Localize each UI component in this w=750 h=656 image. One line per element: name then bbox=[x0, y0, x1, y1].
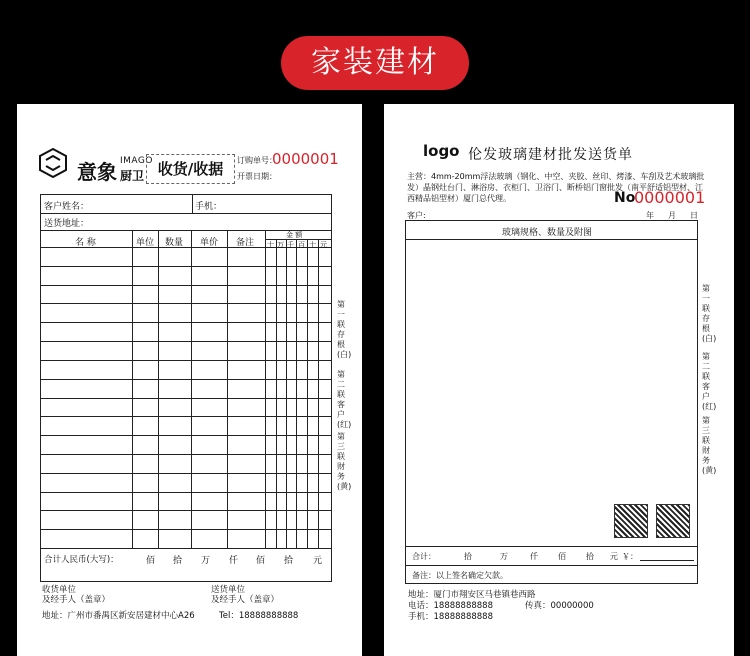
date-month: 月 bbox=[668, 211, 676, 220]
table-row-line bbox=[41, 473, 331, 474]
customer-name-label: 客户姓名： bbox=[44, 202, 90, 212]
receipt-table bbox=[40, 194, 332, 582]
amount-unit: 十 bbox=[309, 241, 316, 249]
table-row-line bbox=[41, 492, 331, 493]
sender-signature-label: 送货单位 及经手人（盖章） bbox=[211, 585, 280, 605]
total-unit: 佰 bbox=[146, 556, 156, 566]
table-row-line bbox=[41, 510, 331, 511]
total-unit: 万 bbox=[500, 552, 508, 561]
table-row-line bbox=[41, 416, 331, 417]
table-row-line bbox=[41, 322, 331, 323]
copy-note-2: 第二联客户(红) bbox=[337, 370, 352, 429]
receipt-sheet-left bbox=[17, 104, 362, 656]
phone-label: 手机： bbox=[195, 202, 223, 212]
delivery-address-label: 送货地址： bbox=[44, 219, 90, 229]
col-price: 单价 bbox=[200, 238, 219, 248]
brand-name: 意象 bbox=[77, 160, 117, 184]
remark: 备注：以上签名确定欠款。 bbox=[412, 571, 508, 580]
receiver-signature-label: 收货单位 及经手人（盖章） bbox=[42, 585, 111, 605]
table-row-line bbox=[41, 435, 331, 436]
total-label: 合计人民币(大写)： bbox=[44, 555, 119, 565]
brand-logo-icon bbox=[39, 148, 67, 178]
table-row-line bbox=[41, 379, 331, 380]
total-unit: 元 bbox=[610, 552, 618, 561]
delivery-sheet-right bbox=[384, 104, 734, 656]
main-business: 主营：4mm-20mm浮法玻璃（钢化、中空、夹胶、丝印、烤漆、车刮及艺术玻璃批发）晶钢灶台门、淋浴房、衣柜门、卫浴门、断桥铝门窗批发（南平舒适铝型材、江西精品铝型材）厦门总代理。 bbox=[407, 172, 705, 203]
currency-label: ￥： bbox=[622, 552, 638, 561]
doc-title: 收货/收据 bbox=[146, 154, 235, 184]
left-footer-tel: Tel：18888888888 bbox=[219, 611, 299, 621]
left-footer-address: 地址：广州市番禺区新安居建材中心A26 bbox=[42, 611, 195, 621]
col-name: 名 称 bbox=[75, 238, 96, 248]
col-unit: 单位 bbox=[136, 238, 155, 248]
brand-sub-en: IMAGO bbox=[120, 156, 153, 166]
amount-unit: 千 bbox=[287, 241, 294, 249]
delivery-title: 伦发玻璃建材批发送货单 bbox=[468, 147, 633, 163]
total-unit: 元 bbox=[313, 556, 323, 566]
serial-no: 0000001 bbox=[634, 188, 706, 207]
col-qty: 数量 bbox=[165, 238, 184, 248]
qr-code-icon bbox=[656, 504, 690, 538]
total-unit: 拾 bbox=[586, 552, 594, 561]
order-no-label: 订购单号： bbox=[237, 156, 277, 165]
total-unit: 佰 bbox=[256, 556, 266, 566]
table-row-line bbox=[41, 548, 331, 549]
total-unit: 拾 bbox=[284, 556, 294, 566]
right-footer-address: 地址：厦门市翔安区马巷镇巷西路 bbox=[408, 590, 536, 600]
spec-box bbox=[405, 220, 698, 584]
copy-note-1: 第一联存根(白) bbox=[337, 300, 352, 359]
date-day: 日 bbox=[690, 211, 698, 220]
order-no: 0000001 bbox=[272, 150, 339, 168]
right-footer-mobile: 手机：18888888888 bbox=[408, 612, 493, 622]
table-row-line bbox=[41, 360, 331, 361]
copy-note-2: 第二联客户(红) bbox=[702, 352, 717, 411]
serial-no-label: No bbox=[614, 190, 636, 206]
qr-code-icon bbox=[614, 504, 648, 538]
customer-label: 客户: bbox=[407, 211, 426, 220]
company-logo: logo bbox=[423, 142, 460, 160]
copy-note-1: 第一联存根(白) bbox=[702, 284, 717, 343]
amount-unit: 百 bbox=[298, 241, 305, 249]
total-unit: 仟 bbox=[229, 556, 239, 566]
category-banner: 家装建材 bbox=[281, 36, 469, 90]
col-amount: 金 额 bbox=[286, 231, 303, 239]
total-unit: 拾 bbox=[173, 556, 183, 566]
right-footer-phone: 电话：18888888888 bbox=[408, 601, 493, 611]
total-unit: 仟 bbox=[530, 552, 538, 561]
total-label: 合计： bbox=[412, 552, 436, 561]
total-unit: 拾 bbox=[464, 552, 472, 561]
amount-unit: 十 bbox=[267, 241, 274, 249]
right-footer-fax: 传真：00000000 bbox=[525, 601, 594, 611]
total-unit: 万 bbox=[201, 556, 211, 566]
amount-unit: 万 bbox=[277, 241, 284, 249]
spec-box-title: 玻璃规格、数量及附图 bbox=[502, 228, 593, 238]
table-row-line bbox=[41, 398, 331, 399]
col-remark: 备注 bbox=[236, 238, 255, 248]
copy-note-3: 第三联财务(黄) bbox=[702, 416, 717, 475]
table-row-line bbox=[41, 341, 331, 342]
brand-sub-cn: 厨卫 bbox=[120, 169, 145, 183]
amount-unit: 元 bbox=[320, 241, 327, 249]
copy-note-3: 第三联财务(黄) bbox=[337, 432, 352, 491]
table-row-line bbox=[41, 303, 331, 304]
invoice-date-label: 开票日期： bbox=[237, 172, 277, 181]
date-year: 年 bbox=[646, 211, 654, 220]
table-row-line bbox=[41, 266, 331, 267]
table-row-line bbox=[41, 454, 331, 455]
table-row-line bbox=[41, 529, 331, 530]
table-row-line bbox=[41, 285, 331, 286]
total-unit: 佰 bbox=[558, 552, 566, 561]
